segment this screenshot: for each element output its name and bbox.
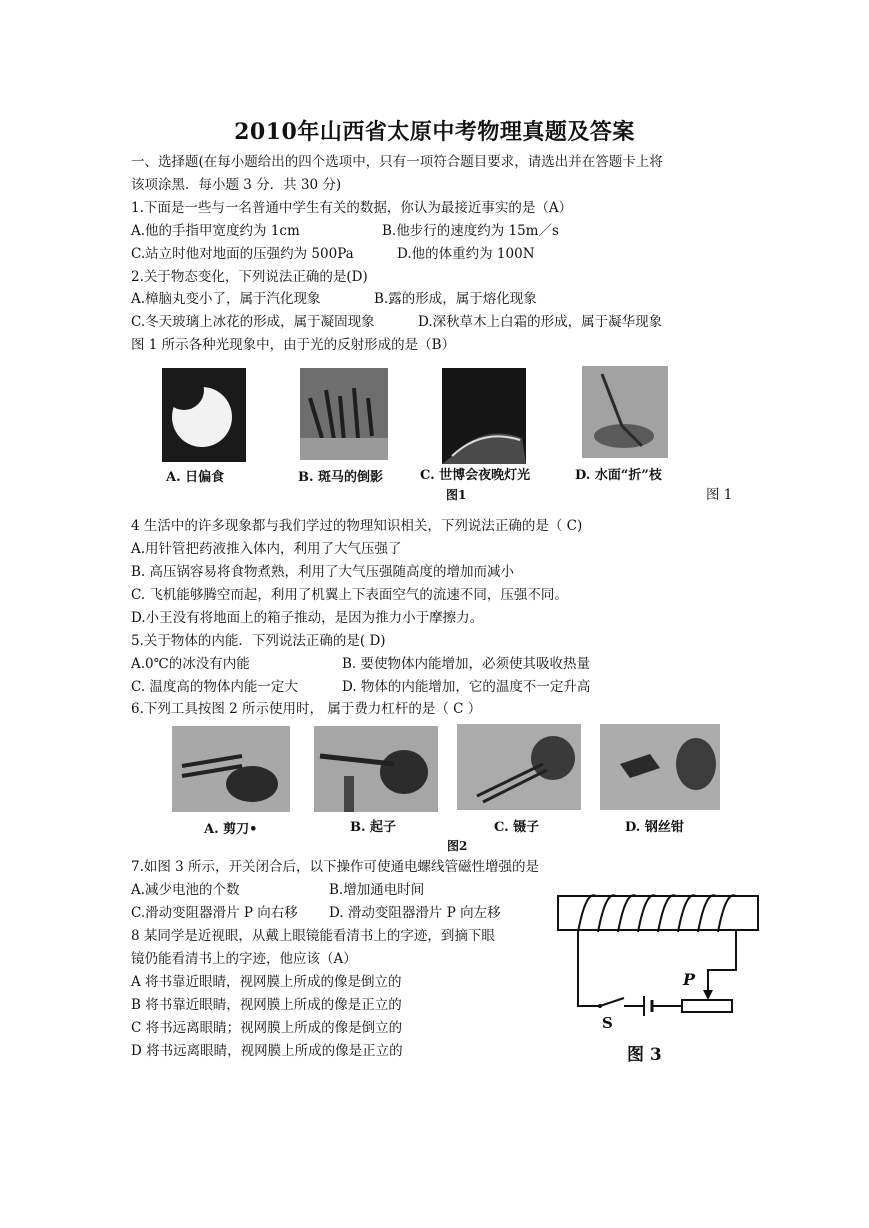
q2-option-d: D.深秋草木上白霜的形成，属于凝华现象: [418, 314, 663, 330]
scissors-image: [172, 726, 290, 812]
fig2-caption-d: D. 钢丝钳: [625, 820, 684, 835]
q8-stem-line2: 镜仍能看清书上的字迹，他应该（A）: [131, 951, 357, 967]
section-instructions-line1: 一、选择题(在每小题给出的四个选项中，只有一项符合题目要求，请选出并在答题卡上将: [131, 154, 663, 170]
q5-option-a: A.0℃的冰没有内能: [131, 656, 250, 672]
q1-stem: 1.下面是一些与一名普通中学生有关的数据，你认为最接近事实的是（A）: [131, 200, 573, 216]
q1-option-d: D.他的体重约为 100N: [397, 246, 535, 262]
zebra-image: [300, 368, 388, 460]
fig3-p-label: P: [683, 970, 696, 989]
fig1-caption-a: A. 日偏食: [166, 470, 225, 485]
photo-expo-night-lights: [442, 368, 526, 464]
switch-s: [600, 998, 624, 1006]
expo-lights-image: [442, 368, 526, 464]
q5-option-c: C. 温度高的物体内能一定大: [131, 679, 298, 695]
left-wire: [578, 930, 600, 1006]
q2-option-a: A.樟脑丸变小了，属于汽化现象: [131, 291, 321, 307]
q4-stem: 4 生活中的许多现象都与我们学过的物理知识相关，下列说法正确的是（ C): [131, 518, 583, 534]
q7-option-a: A.减少电池的个数: [131, 882, 240, 898]
slider-wire: [708, 930, 736, 992]
photo-tweezers: [457, 724, 581, 810]
q8-option-d: D 将书远离眼睛，视网膜上所成的像是正立的: [131, 1043, 403, 1059]
q5-option-d: D. 物体的内能增加，它的温度不一定升高: [342, 679, 591, 695]
fig1-caption-b: B. 斑马的倒影: [298, 470, 384, 485]
fig2-caption-b: B. 起子: [350, 820, 397, 835]
q8-option-a: A 将书靠近眼睛，视网膜上所成的像是倒立的: [131, 974, 402, 990]
q8-option-c: C 将书远离眼睛；视网膜上所成的像是倒立的: [131, 1020, 403, 1036]
q2-stem: 2.关于物态变化，下列说法正确的是(D): [131, 269, 368, 285]
photo-scissors: [172, 726, 290, 812]
fig1-label: 图1: [446, 488, 467, 502]
q1-option-a: A.他的手指甲宽度约为 1cm: [131, 223, 300, 239]
q7-option-d: D. 滑动变阻器滑片 P 向左移: [329, 905, 501, 921]
q7-stem: 7.如图 3 所示，开关闭合后，以下操作可使通电螺线管磁性增强的是: [131, 859, 540, 875]
q1-option-c: C.站立时他对地面的压强约为 500Pa: [131, 246, 354, 262]
fig3-caption: 图 3: [627, 1045, 662, 1065]
q8-stem-line1: 8 某同学是近视眼，从戴上眼镜能看清书上的字迹，到摘下眼: [131, 928, 495, 944]
q4-option-c: C. 飞机能够腾空而起，利用了机翼上下表面空气的流速不同，压强不同。: [131, 587, 568, 603]
bottle-opener-image: [314, 726, 438, 812]
fig1-caption-c: C. 世博会夜晚灯光: [420, 468, 531, 483]
slider-arrow: [703, 990, 713, 1000]
q6-stem: 6.下列工具按图 2 所示使用时， 属于费力杠杆的是（ C ）: [131, 701, 482, 717]
photo-bottle-opener: [314, 726, 438, 812]
q4-option-d: D.小王没有将地面上的箱子推动，是因为推力小于摩擦力。: [131, 610, 484, 626]
fig1-caption-d: D. 水面“折”枝: [575, 468, 662, 483]
photo-bent-branch: [582, 366, 668, 458]
wire-pliers-image: [600, 724, 720, 810]
q5-option-b: B. 要使物体内能增加，必须使其吸收热量: [342, 656, 591, 672]
solenoid-coil: [578, 895, 736, 932]
q3-stem: 图 1 所示各种光现象中，由于光的反射形成的是（B）: [131, 337, 456, 353]
q8-option-b: B 将书靠近眼睛，视网膜上所成的像是正立的: [131, 997, 402, 1013]
eclipse-image: [162, 368, 246, 462]
rheostat: [682, 1000, 732, 1012]
fig1-side-label: 图 1: [706, 487, 733, 503]
fig3-circuit-diagram: [552, 880, 768, 1060]
fig3-s-label: S: [602, 1014, 613, 1032]
tweezers-image: [457, 724, 581, 810]
bent-branch-image: [582, 366, 668, 458]
photo-solar-eclipse: [162, 368, 246, 462]
q2-option-c: C.冬天玻璃上冰花的形成，属于凝固现象: [131, 314, 375, 330]
q4-option-b: B. 高压锅容易将食物煮熟，利用了大气压强随高度的增加而减小: [131, 564, 515, 580]
photo-wire-pliers: [600, 724, 720, 810]
q7-option-b: B.增加通电时间: [329, 882, 425, 898]
photo-zebra-reflection: [300, 368, 388, 460]
q5-stem: 5.关于物体的内能．下列说法正确的是( D): [131, 633, 386, 649]
q7-option-c: C.滑动变阻器滑片 P 向右移: [131, 905, 298, 921]
fig2-label: 图2: [447, 839, 468, 853]
q2-option-b: B.露的形成，属于熔化现象: [374, 291, 537, 307]
q4-option-a: A.用针管把药液推入体内，利用了大气压强了: [131, 541, 402, 557]
page-title: 2010年山西省太原中考物理真题及答案: [234, 119, 635, 145]
section-instructions-line2: 该项涂黑．每小题 3 分．共 30 分): [131, 177, 342, 193]
q1-option-b: B.他步行的速度约为 15m／s: [382, 223, 559, 239]
fig2-caption-a: A. 剪刀•: [204, 822, 258, 837]
fig2-caption-c: C. 镊子: [494, 820, 540, 835]
